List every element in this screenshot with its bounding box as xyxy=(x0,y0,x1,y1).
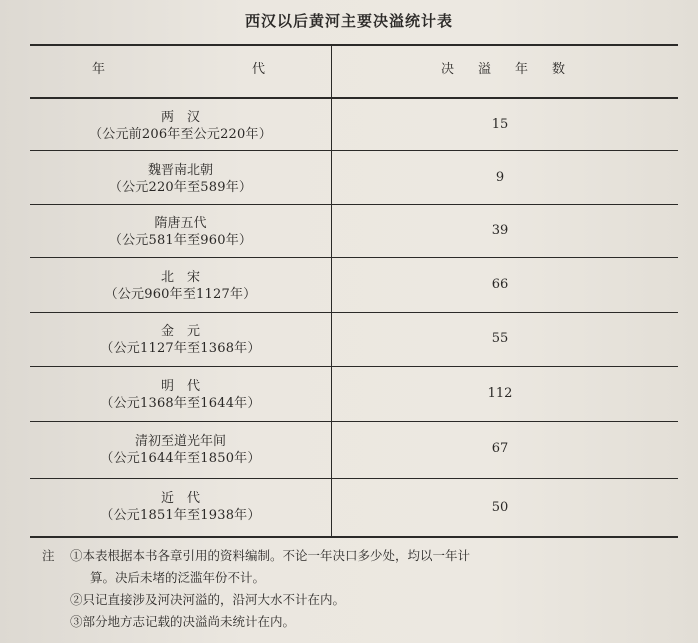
table-title: 西汉以后黄河主要决溢统计表 xyxy=(244,12,453,30)
row-divider xyxy=(30,421,678,422)
row-divider xyxy=(30,204,678,205)
period-range: （公元1368年至1644年） xyxy=(100,396,261,411)
period-cell xyxy=(30,490,331,524)
period-range: （公元前206年至公元220年） xyxy=(89,127,272,142)
header-period-char-1: 年 xyxy=(92,62,106,77)
row-divider xyxy=(30,257,678,258)
period-range: （公元1851年至1938年） xyxy=(100,508,261,523)
period-name: 近 代 xyxy=(160,491,200,506)
period-cell xyxy=(30,269,331,303)
count-cell: 66 xyxy=(491,277,509,292)
notes xyxy=(42,545,470,633)
header-period-char-2: 代 xyxy=(252,62,266,77)
period-cell xyxy=(30,378,331,412)
period-name: 两 汉 xyxy=(160,110,200,125)
note-line: ②只记直接涉及河决河溢的，沿河大水不计在内。 xyxy=(70,592,346,607)
notes-label: 注 xyxy=(42,548,55,563)
period-range: （公元581年至960年） xyxy=(108,233,253,248)
count-cell: 67 xyxy=(491,441,509,456)
row-divider xyxy=(30,366,678,367)
period-range: （公元1127年至1368年） xyxy=(100,341,261,356)
period-name: 北 宋 xyxy=(160,270,200,285)
period-cell xyxy=(30,109,331,143)
top-rule xyxy=(30,44,678,46)
header-count: 决溢年数 xyxy=(440,62,589,77)
count-cell: 15 xyxy=(491,117,509,132)
period-cell xyxy=(30,323,331,357)
period-name: 魏晋南北朝 xyxy=(147,163,213,178)
note-line: ①本表根据本书各章引用的资料编制。不论一年决口多少处，均以一年计 xyxy=(70,548,471,563)
note-line: ③部分地方志记载的决溢尚未统计在内。 xyxy=(70,614,296,629)
period-name: 清初至道光年间 xyxy=(134,434,226,449)
note-line: 算。决后未堵的泛滥年份不计。 xyxy=(90,570,266,585)
period-cell xyxy=(30,215,331,249)
count-cell: 39 xyxy=(491,223,509,238)
count-cell: 112 xyxy=(487,386,513,401)
period-cell xyxy=(30,162,331,196)
period-name: 隋唐五代 xyxy=(154,216,207,231)
period-range: （公元1644年至1850年） xyxy=(100,451,261,466)
period-range: （公元220年至589年） xyxy=(108,180,253,195)
row-divider xyxy=(30,478,678,479)
header-rule xyxy=(30,97,678,99)
period-range: （公元960年至1127年） xyxy=(104,287,257,302)
period-name: 金 元 xyxy=(160,324,200,339)
bottom-rule xyxy=(30,536,678,538)
count-cell: 50 xyxy=(491,500,509,515)
count-cell: 9 xyxy=(495,170,505,185)
period-name: 明 代 xyxy=(160,379,200,394)
count-cell: 55 xyxy=(491,331,509,346)
row-divider xyxy=(30,150,678,151)
period-cell xyxy=(30,433,331,467)
row-divider xyxy=(30,312,678,313)
